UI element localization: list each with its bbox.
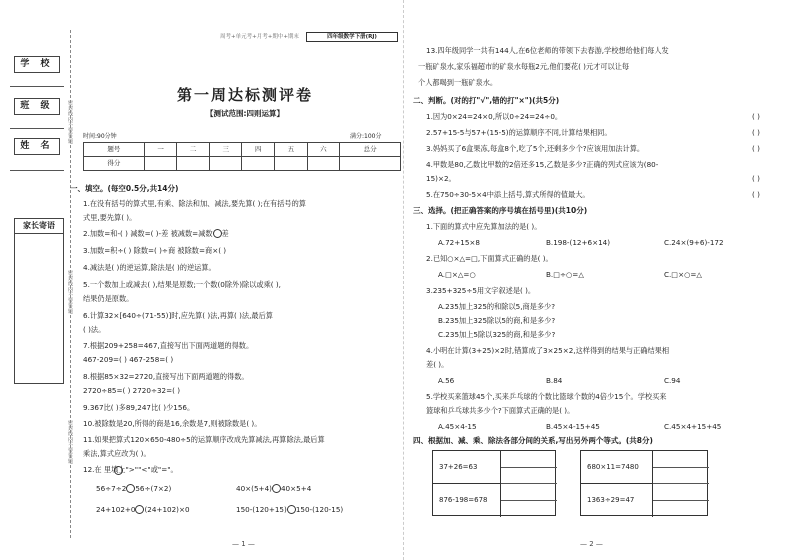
question-line: 5.一个数加上或减去( ),结果是原数;一个数(0除外)除以或乘( ),	[83, 280, 281, 289]
seal-note: 密封线内不要答题	[67, 100, 73, 144]
score-table	[83, 142, 401, 171]
blank-circle[interactable]	[213, 229, 222, 238]
answer-line[interactable]	[653, 483, 709, 484]
section-3-title: 三、选择。(把正确答案的序号填在括号里)(共10分)	[413, 206, 588, 215]
question-line: 8.根据85×32=2720,直接写出下面两道题的得数。	[83, 372, 249, 381]
question-line: 4.减法是( )的逆运算,除法是( )的逆运算。	[83, 263, 216, 272]
seal-note: 密封线内不要答题	[67, 270, 73, 314]
table-cell: 题号	[84, 143, 145, 157]
section-4-title: 四、根据加、减、乘、除法各部分间的关系,写出另外两个等式。(共8分)	[413, 436, 653, 445]
table-row	[84, 157, 401, 171]
compare-circle[interactable]	[287, 505, 296, 514]
question-line: 13.四年级同学一共有144人,在6位老师的带领下去春游,学校想给他们每人发	[426, 46, 669, 55]
table-cell: 得分	[84, 157, 145, 171]
score-cell[interactable]	[307, 157, 340, 171]
time-info: 时间:90分钟	[83, 133, 117, 140]
table-cell: 一	[144, 143, 177, 157]
table-cell: 三	[209, 143, 242, 157]
answer-paren[interactable]: ( )	[752, 174, 760, 183]
name-label: 姓 名	[14, 138, 60, 155]
score-cell[interactable]	[177, 157, 210, 171]
option[interactable]: A.235加上325的和除以5,商是多少?	[438, 302, 556, 311]
table-cell: 五	[275, 143, 308, 157]
equation-box	[580, 450, 708, 516]
question-line: 一瓶矿泉水,家乐福超市的矿泉水每瓶2元,他们要花( )元才可以让每	[418, 62, 630, 71]
page-number: — 1 —	[232, 540, 255, 548]
option[interactable]: A.72+15×8	[438, 238, 480, 247]
judge-item: 15)×2。	[426, 174, 456, 183]
page-title: 第一周达标测评卷	[176, 86, 313, 104]
answer-paren[interactable]: ( )	[752, 128, 760, 137]
question-line: 6.计算32×[640÷(71-55)]时,应先算( )法,再算( )法,最后算	[83, 311, 273, 320]
table-cell: 二	[177, 143, 210, 157]
class-label: 班 级	[14, 98, 60, 115]
exam-type-tags: 周考+单元考+月考+期中+期末	[220, 34, 299, 40]
name-line	[10, 170, 64, 171]
answer-paren[interactable]: ( )	[752, 190, 760, 199]
option[interactable]: B.235加上325除以5的商,和是多少?	[438, 316, 556, 325]
compare-item: 150-(120+15) 150-(120-15)	[236, 505, 344, 514]
equation: 680×11=7480	[581, 451, 653, 484]
example-circle	[114, 466, 123, 475]
score-cell[interactable]	[275, 157, 308, 171]
option[interactable]: A.56	[438, 376, 455, 385]
option[interactable]: B.45×4-15+45	[546, 422, 600, 431]
option[interactable]: B.□÷○=△	[546, 270, 584, 279]
binding-strip	[6, 30, 74, 538]
school-label: 学 校	[14, 56, 60, 73]
question-line: 个人都喝到一瓶矿泉水。	[418, 78, 498, 87]
option[interactable]: B.84	[546, 376, 563, 385]
answer-line[interactable]	[653, 467, 709, 468]
option[interactable]: A.45×4-15	[438, 422, 477, 431]
compare-circle[interactable]	[272, 484, 281, 493]
question-line: 3.加数=积÷( ) 除数=( )÷商 被除数=商×( )	[83, 246, 227, 255]
question-line: 结果仍是原数。	[83, 294, 134, 303]
option[interactable]: C.45×4+15+45	[664, 422, 722, 431]
school-line	[10, 86, 64, 87]
question-line: 467-209=( ) 467-258=( )	[83, 355, 174, 364]
choice-question: 差( )。	[426, 360, 449, 369]
section-2-title: 二、判断。(对的打"√",错的打"×")(共5分)	[413, 96, 560, 105]
option[interactable]: C.□×○=△	[664, 270, 702, 279]
judge-item: 5.在750÷30-5×4中添上括号,算式所得的值最大。	[426, 190, 590, 199]
page-divider	[403, 0, 404, 560]
page-number: — 2 —	[580, 540, 603, 548]
question-line: 2.加数=和-( ) 减数=( )-差 被减数=减数 差	[83, 229, 229, 238]
seal-note: 密封线内不要答题	[67, 420, 73, 464]
option[interactable]: B.198-(12+6×14)	[546, 238, 611, 247]
compare-circle[interactable]	[126, 484, 135, 493]
section-1-title: 一、填空。(每空0.5分,共14分)	[70, 184, 179, 193]
choice-question: 1.下面的算式中应先算加法的是( )。	[426, 222, 542, 231]
equation: 1363÷29=47	[581, 484, 653, 517]
question-line: 式里,要先算( )。	[83, 213, 137, 222]
table-cell: 六	[307, 143, 340, 157]
choice-question: 篮球和乒乓球共多少个?下面算式正确的是( )。	[426, 406, 575, 415]
equation: 876-198=678	[433, 484, 501, 517]
parent-comment-box[interactable]	[14, 218, 64, 384]
option[interactable]: C.235加上5除以325的商,和是多少?	[438, 330, 556, 339]
question-line: 乘法,算式应改为( )。	[83, 449, 151, 458]
answer-line[interactable]	[501, 500, 557, 501]
table-row	[84, 143, 401, 157]
question-line: 1.在没有括号的算式里,有乘、除法和加、减法,要先算( );在有括号的算	[83, 199, 306, 208]
answer-line[interactable]	[653, 500, 709, 501]
question-line: 7.根据209+258=467,直接写出下面两道题的得数。	[83, 341, 254, 350]
choice-question: 5.学校买来篮球45个,买来乒乓球的个数比篮球个数的4倍少15个。学校买来	[426, 392, 667, 401]
judge-item: 3.妈妈买了6盒果冻,每盒8个,吃了5个,还剩多少个?应该用加法计算。	[426, 144, 645, 153]
question-line: 2720÷85=( ) 2720÷32=( )	[83, 386, 181, 395]
choice-question: 4.小明在计算(3+25)×2时,错算成了3×25×2,这样得到的结果与正确结果相	[426, 346, 670, 355]
answer-paren[interactable]: ( )	[752, 144, 760, 153]
test-scope: 【测试范围:四则运算】	[206, 109, 284, 118]
answer-paren[interactable]: ( )	[752, 112, 760, 121]
equation: 37+26=63	[433, 451, 501, 484]
question-line: 11.如果把算式120×650-480÷5的运算顺序改成先算减法,再算除法,最后算	[83, 435, 325, 444]
judge-item: 4.甲数是80,乙数比甲数的2倍还多15,乙数是多少?正确的列式应该为(80-	[426, 160, 659, 169]
compare-item: 40×(5+4) 40×5+4	[236, 484, 312, 493]
choice-question: 3.235+325÷5用文字叙述是( )。	[426, 286, 536, 295]
score-cell[interactable]	[242, 157, 275, 171]
compare-item: 56÷7÷2 56÷(7×2)	[96, 484, 172, 493]
score-cell[interactable]	[144, 157, 177, 171]
table-cell: 四	[242, 143, 275, 157]
compare-item: 24+102+0 (24+102)×0	[96, 505, 190, 514]
choice-question: 2.已知○×△=□,下面算式正确的是( )。	[426, 254, 553, 263]
table-cell: 总分	[340, 143, 401, 157]
question-line: 12.在 里填上">""<"或"="。	[83, 465, 178, 474]
option[interactable]: C.94	[664, 376, 681, 385]
seal-line	[70, 30, 71, 538]
class-line	[10, 128, 64, 129]
question-line: 10.被除数是20,所得的商是16,余数是7,则被除数是( )。	[83, 419, 262, 428]
option[interactable]: C.24×(9+6)-172	[664, 238, 724, 247]
answer-line[interactable]	[501, 467, 557, 468]
judge-item: 2.57+15-5与57+(15-5)的运算顺序不同,计算结果相同。	[426, 128, 612, 137]
answer-line[interactable]	[501, 483, 557, 484]
score-cell[interactable]	[340, 157, 401, 171]
question-line: ( )法。	[83, 325, 106, 334]
question-line: 9.367比( )多89,247比( )少156。	[83, 403, 195, 412]
option[interactable]: A.□×△=○	[438, 270, 476, 279]
parent-comment-label: 家长寄语	[14, 218, 64, 234]
grade-badge: 四年级数学下册(RJ)	[306, 32, 398, 42]
judge-item: 1.因为0×24=24×0,所以0÷24=24÷0。	[426, 112, 563, 121]
score-cell[interactable]	[209, 157, 242, 171]
equation-box	[432, 450, 556, 516]
full-score: 满分:100分	[350, 133, 382, 140]
